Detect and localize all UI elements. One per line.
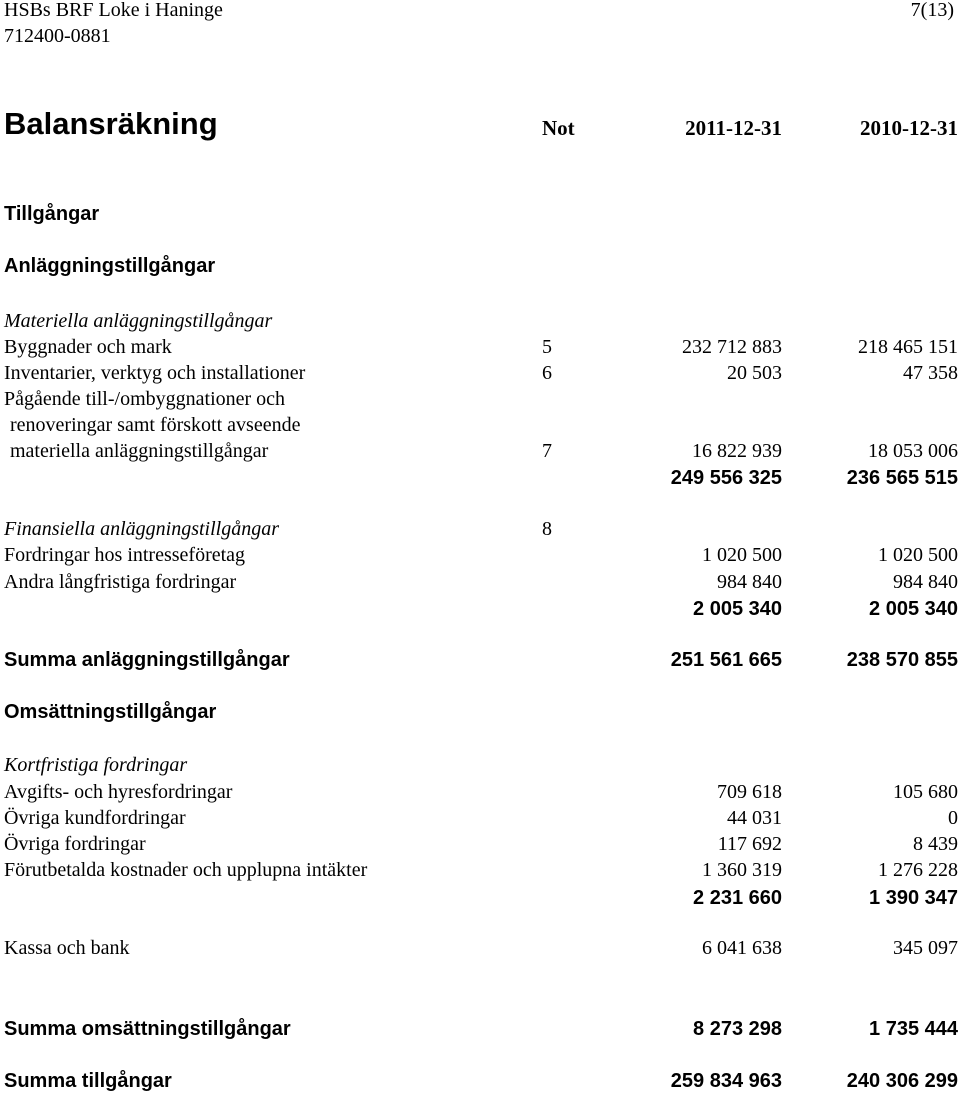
row-label: Fordringar hos intresseföretag	[4, 544, 246, 566]
row-value-2011: 16 822 939	[692, 440, 782, 462]
grand-total-2011: 259 834 963	[670, 1070, 782, 1092]
row-value-2010: 218 465 151	[858, 336, 958, 358]
row-value-2010: 8 439	[913, 833, 958, 855]
row-value-2010: 47 358	[903, 362, 958, 384]
row-label: materiella anläggningstillgångar	[10, 440, 269, 462]
row-value-2010: 18 053 006	[868, 440, 958, 462]
section-current-assets: Omsättningstillgångar	[4, 701, 217, 723]
page-title: Balansräkning	[4, 106, 218, 141]
page-number: 7(13)	[910, 0, 954, 21]
row-note: 7	[542, 440, 552, 462]
grand-total-2010: 240 306 299	[846, 1070, 958, 1092]
row-label: Byggnader och mark	[4, 336, 172, 358]
org-number: 712400-0881	[4, 25, 111, 47]
row-note: 8	[542, 518, 552, 540]
subsection-financial: Finansiella anläggningstillgångar	[4, 518, 280, 540]
row-label: Förutbetalda kostnader och upplupna intäkter	[4, 859, 368, 881]
row-value-2010: 984 840	[893, 571, 958, 593]
subtotal-2011: 2 231 660	[693, 887, 782, 909]
total-label: Summa omsättningstillgångar	[4, 1018, 291, 1040]
row-value-2010: 1 276 228	[878, 859, 958, 881]
total-2010: 1 735 444	[869, 1018, 958, 1040]
total-2010: 238 570 855	[846, 649, 958, 671]
row-label: Pågående till-/ombyggnationer och	[4, 388, 286, 410]
note-column-header: Not	[542, 116, 575, 140]
row-label: Avgifts- och hyresfordringar	[4, 781, 233, 803]
subtotal-2011: 2 005 340	[693, 598, 782, 620]
subtotal-2010: 1 390 347	[869, 887, 958, 909]
row-label: Övriga fordringar	[4, 833, 146, 855]
org-name: HSBs BRF Loke i Haninge	[4, 0, 223, 21]
row-value-2011: 232 712 883	[682, 336, 782, 358]
row-value-2010: 345 097	[893, 937, 958, 959]
total-label: Summa anläggningstillgångar	[4, 649, 290, 671]
section-assets: Tillgångar	[4, 203, 100, 225]
section-fixed-assets: Anläggningstillgångar	[4, 255, 216, 277]
row-value-2011: 6 041 638	[702, 937, 782, 959]
subsection-short-receivables: Kortfristiga fordringar	[4, 754, 188, 776]
row-value-2010: 1 020 500	[878, 544, 958, 566]
row-note: 5	[542, 336, 552, 358]
row-value-2011: 117 692	[717, 833, 782, 855]
grand-total-label: Summa tillgångar	[4, 1070, 172, 1092]
subtotal-2010: 236 565 515	[846, 467, 958, 489]
row-label: renoveringar samt förskott avseende	[10, 414, 301, 436]
row-value-2011: 709 618	[717, 781, 782, 803]
year1-column-header: 2011-12-31	[685, 116, 782, 140]
row-note: 6	[542, 362, 552, 384]
row-value-2010: 105 680	[893, 781, 958, 803]
row-label: Inventarier, verktyg och installationer	[4, 362, 306, 384]
row-value-2011: 44 031	[727, 807, 782, 829]
row-value-2010: 0	[948, 807, 958, 829]
row-value-2011: 20 503	[727, 362, 782, 384]
total-2011: 251 561 665	[670, 649, 782, 671]
subtotal-2010: 2 005 340	[869, 598, 958, 620]
row-label: Kassa och bank	[4, 937, 130, 959]
subtotal-2011: 249 556 325	[670, 467, 782, 489]
year2-column-header: 2010-12-31	[860, 116, 958, 140]
row-value-2011: 1 360 319	[702, 859, 782, 881]
row-value-2011: 1 020 500	[702, 544, 782, 566]
row-label: Andra långfristiga fordringar	[4, 571, 237, 593]
row-value-2011: 984 840	[717, 571, 782, 593]
row-label: Övriga kundfordringar	[4, 807, 186, 829]
total-2011: 8 273 298	[693, 1018, 782, 1040]
subsection-tangible: Materiella anläggningstillgångar	[4, 310, 273, 332]
